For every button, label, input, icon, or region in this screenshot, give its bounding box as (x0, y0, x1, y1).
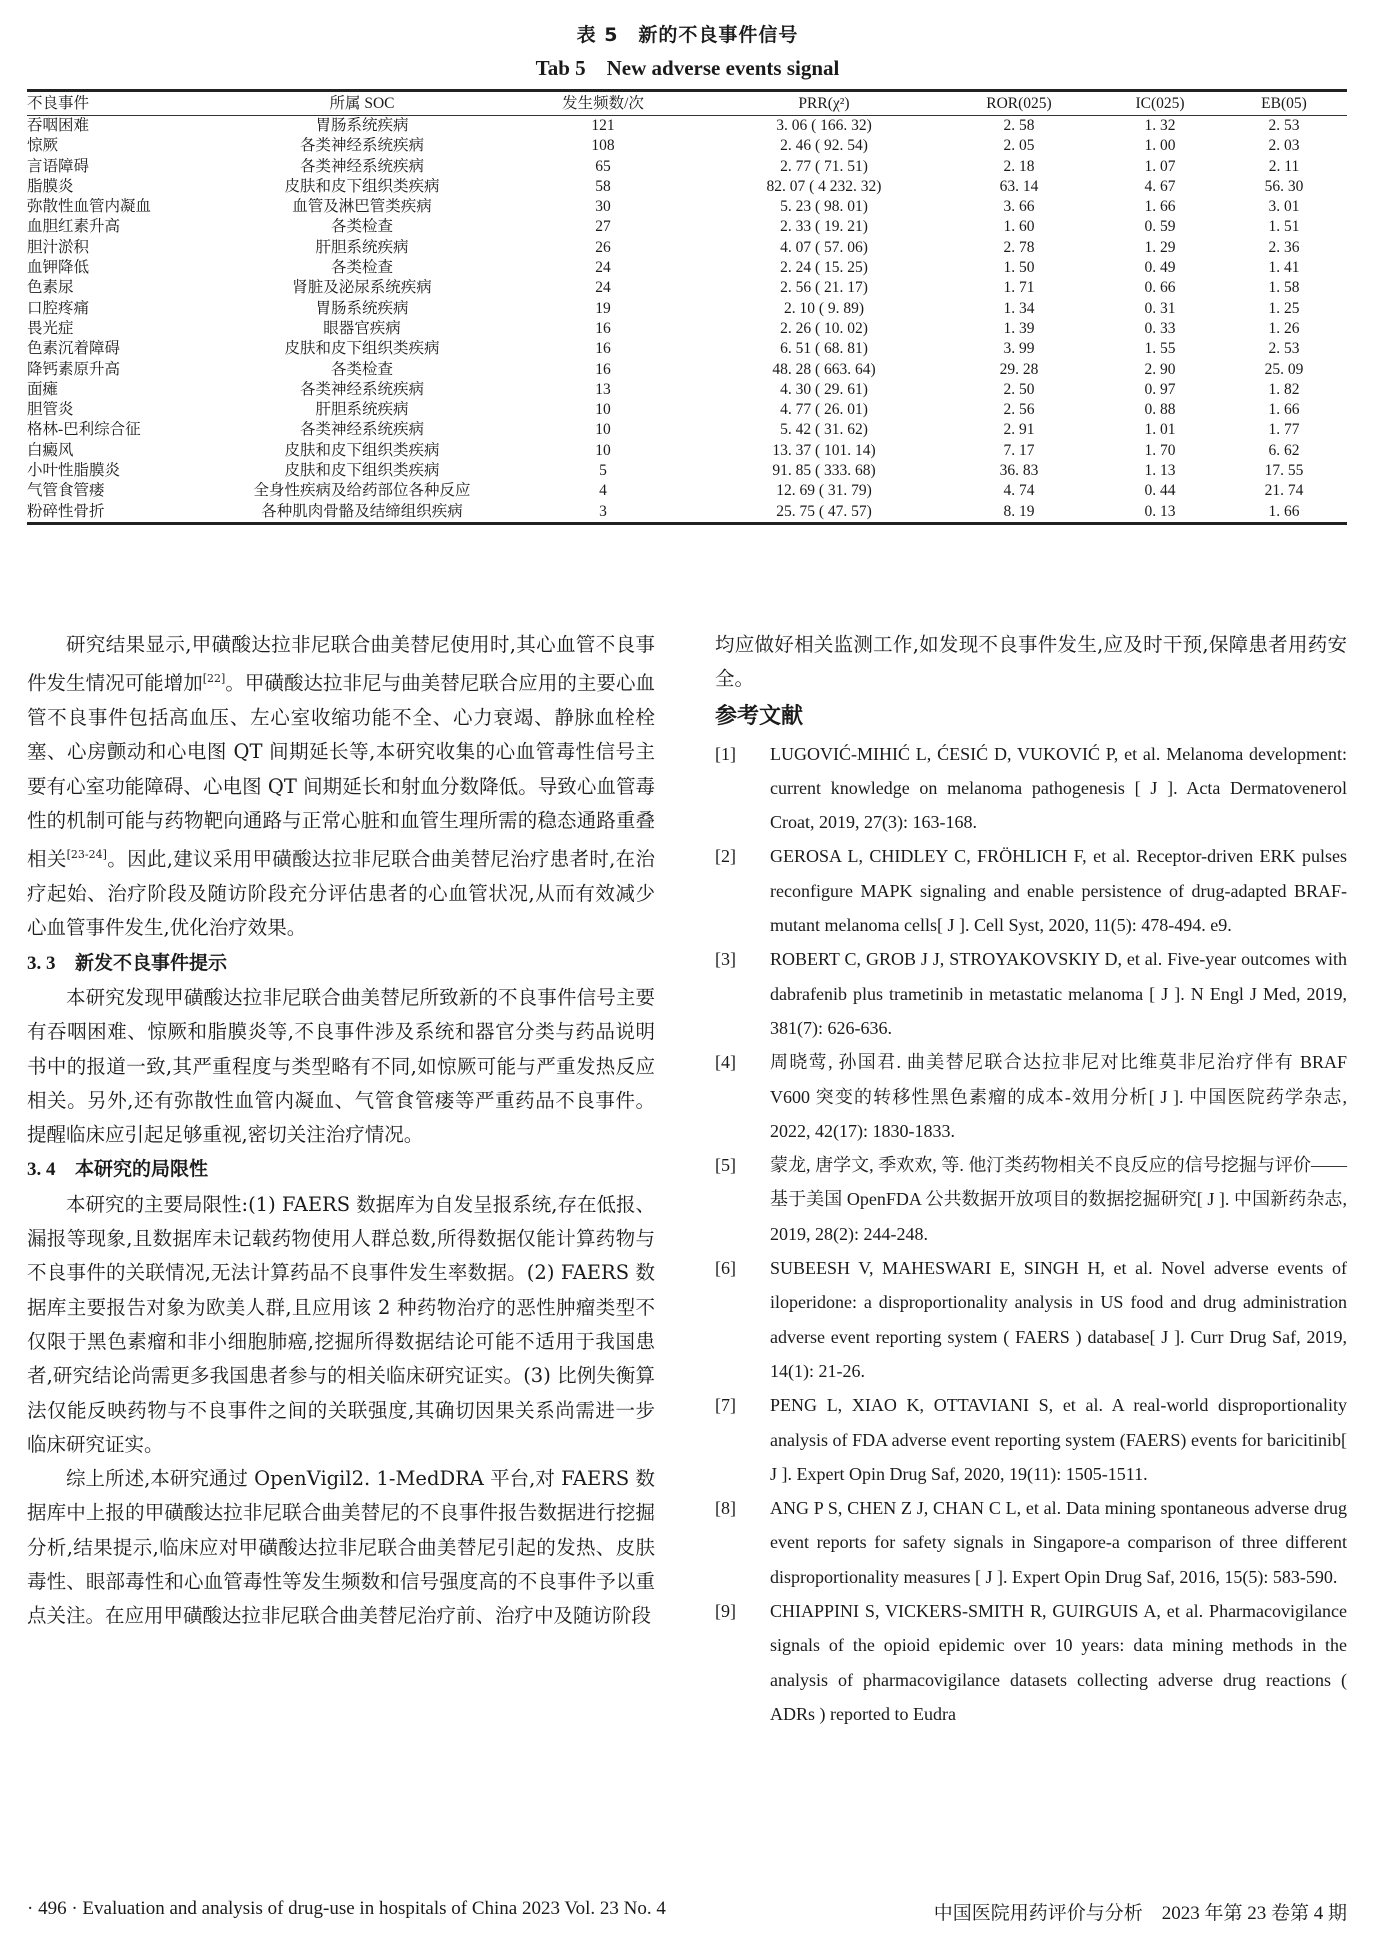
reference-text: 周晓莺, 孙国君. 曲美替尼联合达拉非尼对比维莫非尼治疗伴有 BRAF V600 突变的转移性黑色素瘤的成本-效用分析[ J ]. 中国医院药学杂志, 2022, 42(17): 1830-1833. (770, 1052, 1347, 1141)
table-cell: 2. 36 (1268, 238, 1300, 256)
table-cell: 4 (599, 482, 607, 500)
table-cell: 2. 05 (1003, 137, 1035, 155)
table-cell: 3. 66 (1003, 198, 1035, 216)
table-cell: 皮肤和皮下组织类疾病 (284, 441, 440, 459)
table-cell: 面瘫 (27, 380, 59, 398)
table-cell: 6. 51 ( 68. 81) (780, 340, 868, 358)
paragraph-conclusion-continued: 均应做好相关监测工作,如发现不良事件发生,应及时干预,保障患者用药安全。 (715, 633, 1347, 691)
table-row (27, 380, 1347, 400)
table-row (27, 400, 1347, 420)
table-cell: 粉碎性骨折 (27, 502, 105, 520)
table-cell: 2. 10 ( 9. 89) (783, 299, 865, 317)
table-cell: 65 (595, 157, 611, 175)
table-cell: 1. 32 (1144, 117, 1176, 134)
table-cell: 1. 29 (1144, 238, 1176, 256)
adverse-events-table (27, 89, 1347, 525)
page-footer (27, 1898, 1347, 1925)
table-cell: 2. 18 (1003, 157, 1035, 175)
paragraph-new-events: 本研究发现甲磺酸达拉非尼联合曲美替尼所致新的不良事件信号主要有吞咽困难、惊厥和脂膜炎等,不良事件涉及系统和器官分类与药品说明书中的报道一致,其严重程度与类型略有不同,如惊厥可能与严重发热反应相关。另外,还有弥散性血管内凝血、气管食管瘘等严重药品不良事件。提醒临床应引起足够重视,密切关注治疗情况。 (27, 985, 655, 1147)
table-cell: 56. 30 (1264, 177, 1304, 195)
table-cell: 82. 07 ( 4 232. 32) (766, 177, 882, 195)
table-cell: 10 (595, 401, 611, 419)
table-cell: 1. 71 (1003, 279, 1035, 297)
reference-number: [2] (715, 846, 736, 867)
table-cell: 0. 44 (1144, 482, 1176, 500)
table-cell: 眼器官疾病 (323, 319, 401, 337)
table-cell: 1. 41 (1268, 259, 1300, 277)
table-cell: 13 (595, 380, 611, 398)
reference-item (715, 1045, 1347, 1148)
table-cell: 121 (591, 117, 615, 134)
footer-journal-cn: 中国医院用药评价与分析 2023 年第 23 卷第 4 期 (933, 1903, 1347, 1924)
table-cell: 各类神经系统疾病 (299, 137, 424, 155)
table-cell: 弥散性血管内凝血 (27, 198, 152, 216)
reference-item (715, 839, 1347, 942)
table-cell: 0. 59 (1144, 218, 1176, 236)
table-cell: 30 (595, 198, 611, 216)
table-row (27, 339, 1347, 359)
section-title: 本研究的局限性 (75, 1158, 209, 1181)
reference-text: ANG P S, CHEN Z J, CHAN C L, et al. Data mining spontaneous adverse drug event reports for safety signals in Singapore-a comparison of three different disproportionality measures [ J ]. Expert Opin Drug Saf, 2016, 15(5): 583-590. (770, 1498, 1347, 1587)
table-cell: 1. 66 (1268, 502, 1300, 520)
table-caption-cn: 表 5 新的不良事件信号 (576, 24, 799, 46)
table-cell: 1. 60 (1003, 218, 1035, 236)
table-cell: 1. 82 (1268, 380, 1300, 398)
table-cell: 5. 23 ( 98. 01) (780, 198, 868, 216)
table-cell: 1. 34 (1003, 299, 1035, 317)
reference-number: [6] (715, 1258, 736, 1279)
table-row (27, 502, 1347, 522)
table-cell: 12. 69 ( 31. 79) (776, 482, 872, 500)
table-cell: 2. 53 (1268, 117, 1300, 134)
table-cell: 格林-巴利综合征 (27, 421, 141, 439)
table-row (27, 441, 1347, 461)
table-cell: 1. 01 (1144, 421, 1176, 439)
table-cell: 2. 33 ( 19. 21) (780, 218, 868, 236)
text-segment: 。因此,建议采用甲磺酸达拉非尼联合曲美替尼治疗患者时,在治疗起始、治疗阶段及随访阶段充分评估患者的心血管状况,从而有效减少心血管事件发生,优化治疗效果。 (27, 847, 655, 940)
table-cell: 6. 62 (1268, 441, 1300, 459)
table-cell: 各类神经系统疾病 (299, 380, 424, 398)
table-cell: 各类检查 (330, 360, 393, 378)
table-row (27, 481, 1347, 501)
table-cell: 0. 49 (1144, 259, 1176, 277)
table-cell: 2. 11 (1268, 157, 1300, 175)
table-cell: 小叶性脂膜炎 (27, 462, 121, 480)
table-cell: 2. 58 (1003, 117, 1035, 134)
table-cell: 10 (595, 421, 611, 439)
header-ror: ROR(025) (986, 95, 1052, 112)
table-cell: 3. 01 (1268, 198, 1300, 216)
table-cell: 58 (595, 177, 611, 195)
table-cell: 0. 66 (1144, 279, 1176, 297)
table-row (27, 217, 1347, 237)
table-row (27, 177, 1347, 197)
table-cell: 脂膜炎 (27, 177, 74, 195)
table-cell: 24 (595, 259, 611, 277)
paragraph-cardiovascular (27, 628, 655, 946)
table-cell: 惊厥 (27, 137, 59, 155)
table-cell: 各类检查 (330, 218, 393, 236)
table-cell: 2. 26 ( 10. 02) (780, 319, 868, 337)
table-cell: 3. 99 (1003, 340, 1035, 358)
table-cell: 16 (595, 340, 611, 358)
table-cell: 5. 42 ( 31. 62) (780, 421, 868, 439)
reference-text: LUGOVIĆ-MIHIĆ L, ĆESIĆ D, VUKOVIĆ P, et al. Melanoma development: current knowledge on melanoma pathogenesis [ J ]. Acta Dermatovenerol Croat, 2019, 27(3): 163-168. (770, 743, 1347, 833)
reference-number: [8] (715, 1498, 736, 1519)
table-cell: 4. 67 (1144, 177, 1176, 195)
table-cell: 24 (595, 279, 611, 297)
table-cell: 胆管炎 (27, 401, 74, 419)
table-cell: 1. 50 (1003, 259, 1035, 277)
section-heading-3-4 (27, 1152, 655, 1187)
table-cell: 3. 06 ( 166. 32) (776, 117, 872, 134)
table-cell: 2. 53 (1268, 340, 1300, 358)
table-cell: 白癜风 (27, 441, 74, 459)
reference-text: ROBERT C, GROB J J, STROYAKOVSKIY D, et al. Five-year outcomes with dabrafenib plus trametinib in metastatic melanoma [ J ]. N Engl J Med, 2019, 381(7): 626-636. (770, 949, 1347, 1038)
table-cell: 吞咽困难 (27, 117, 90, 134)
table-cell: 4. 77 ( 26. 01) (780, 401, 868, 419)
table-cell: 皮肤和皮下组织类疾病 (284, 177, 440, 195)
reference-item (715, 942, 1347, 1045)
table-cell: 26 (595, 238, 611, 256)
table-cell: 2. 56 ( 21. 17) (780, 279, 868, 297)
reference-item (715, 737, 1347, 840)
table-row (27, 157, 1347, 177)
table-body (27, 116, 1347, 522)
citation-23-24: [23-24] (66, 848, 107, 862)
reference-item (715, 1388, 1347, 1491)
table-cell: 1. 70 (1144, 441, 1176, 459)
reference-text: CHIAPPINI S, VICKERS-SMITH R, GUIRGUIS A, et al. Pharmacovigilance signals of the opioid epidemic over 10 years: data mining methods in the analysis of pharmacovigilance datasets collecting adverse drug reactions ( ADRs ) reported to Eudra (770, 1601, 1347, 1724)
header-eb: EB(05) (1261, 95, 1307, 112)
header-adverse-event: 不良事件 (27, 95, 90, 112)
table-cell: 血胆红素升高 (27, 218, 121, 236)
section-number: 3. 3 (27, 952, 56, 974)
reference-item (715, 1251, 1347, 1388)
table-cell: 21. 74 (1264, 482, 1304, 500)
table-cell: 各类检查 (330, 259, 393, 277)
reference-number: [4] (715, 1052, 736, 1073)
table-cell: 各类神经系统疾病 (299, 421, 424, 439)
table-cell: 1. 25 (1268, 299, 1300, 317)
table-cell: 63. 14 (999, 177, 1039, 195)
table-cell: 口腔疼痛 (27, 299, 90, 317)
header-frequency: 发生频数/次 (562, 95, 644, 112)
table-cell: 各类神经系统疾病 (299, 157, 424, 175)
table-cell: 血钾降低 (27, 259, 90, 277)
table-caption-en: Tab 5 New adverse events signal (535, 56, 840, 80)
table-cell: 畏光症 (27, 319, 74, 337)
citation-22: [22] (202, 672, 226, 686)
table-cell: 2. 24 ( 15. 25) (780, 259, 868, 277)
table-cell: 1. 55 (1144, 340, 1176, 358)
reference-item (715, 1491, 1347, 1594)
reference-number: [7] (715, 1395, 736, 1416)
reference-list (715, 737, 1347, 1732)
table-cell: 1. 00 (1144, 137, 1176, 155)
table-row (27, 258, 1347, 278)
table-cell: 1. 26 (1268, 319, 1300, 337)
table-cell: 16 (595, 319, 611, 337)
table-cell: 25. 09 (1264, 360, 1304, 378)
table-cell: 各种肌肉骨骼及结缔组织疾病 (261, 502, 463, 520)
table-cell: 91. 85 ( 333. 68) (772, 462, 876, 480)
table-cell: 血管及淋巴管类疾病 (292, 198, 432, 216)
section-heading-3-3 (27, 946, 655, 981)
section-title: 新发不良事件提示 (75, 951, 228, 974)
table-cell: 0. 13 (1144, 502, 1176, 520)
text-segment: 研究结果显示,甲磺酸达拉非尼联合曲美替尼使用时,其心血管不良事件发生情况可能增加 (27, 633, 655, 695)
reference-number: [9] (715, 1601, 736, 1622)
table-cell: 1. 66 (1144, 198, 1176, 216)
reference-text: PENG L, XIAO K, OTTAVIANI S, et al. A real-world disproportionality analysis of FDA adverse event reporting system (FAERS) events for baricitinib[ J ]. Expert Opin Drug Saf, 2020, 19(11): 1505-1511. (770, 1395, 1347, 1484)
table-row (27, 360, 1347, 380)
table-cell: 2. 78 (1003, 238, 1035, 256)
table-cell: 13. 37 ( 101. 14) (772, 441, 876, 459)
table-cell: 0. 33 (1144, 319, 1176, 337)
reference-text: SUBEESH V, MAHESWARI E, SINGH H, et al. Novel adverse events of iloperidone: a disproportionality analysis in US food and drug administration adverse event reporting system ( FAERS ) database[ J ]. Curr Drug Saf, 2019, 14(1): 21-26. (770, 1258, 1347, 1381)
table-cell: 2. 50 (1003, 380, 1035, 398)
table-cell: 胆汁淤积 (27, 238, 90, 256)
table-cell: 0. 97 (1144, 380, 1176, 398)
table-cell: 4. 30 ( 29. 61) (780, 380, 868, 398)
table-cell: 1. 13 (1144, 462, 1176, 480)
table-cell: 2. 90 (1144, 360, 1176, 378)
table-row (27, 461, 1347, 481)
table-row (27, 136, 1347, 156)
right-text-column (715, 628, 1347, 1731)
table-row (27, 420, 1347, 440)
table-cell: 2. 46 ( 92. 54) (780, 137, 868, 155)
table-cell: 1. 77 (1268, 421, 1300, 439)
table-cell: 2. 56 (1003, 401, 1035, 419)
table-cell: 皮肤和皮下组织类疾病 (284, 462, 440, 480)
table-cell: 气管食管瘘 (27, 482, 105, 500)
reference-text: GEROSA L, CHIDLEY C, FRÖHLICH F, et al. Receptor-driven ERK pulses reconfigure MAPK signaling and enable persistence of drug-adapted BRAF-mutant melanoma cells[ J ]. Cell Syst, 2020, 11(5): 478-494. e9. (770, 846, 1347, 936)
table-cell: 29. 28 (999, 360, 1039, 378)
table-cell: 1. 58 (1268, 279, 1300, 297)
table-cell: 17. 55 (1264, 462, 1304, 480)
table-cell: 2. 77 ( 71. 51) (780, 157, 868, 175)
table-cell: 皮肤和皮下组织类疾病 (284, 340, 440, 358)
table-cell: 胃肠系统疾病 (315, 299, 409, 317)
table-cell: 胃肠系统疾病 (315, 117, 409, 134)
reference-number: [5] (715, 1155, 736, 1176)
table-cell: 色素沉着障碍 (27, 340, 121, 358)
table-cell: 2. 03 (1268, 137, 1300, 155)
table-cell: 4. 07 ( 57. 06) (780, 238, 868, 256)
header-soc: 所属 SOC (329, 95, 395, 112)
table-row (27, 278, 1347, 298)
table-cell: 肾脏及泌尿系统疾病 (292, 279, 432, 297)
table-cell: 10 (595, 441, 611, 459)
table-cell: 降钙素原升高 (27, 360, 121, 378)
reference-text: 蒙龙, 唐学文, 季欢欢, 等. 他汀类药物相关不良反应的信号挖掘与评价——基于美国 OpenFDA 公共数据开放项目的数据挖掘研究[ J ]. 中国新药杂志, 2019, 28(2): 244-248. (770, 1155, 1347, 1244)
table-cell: 色素尿 (27, 279, 74, 297)
table-header-row (27, 92, 1347, 116)
paragraph-conclusion: 综上所述,本研究通过 OpenVigil2. 1-MedDRA 平台,对 FAERS 数据库中上报的甲磺酸达拉非尼联合曲美替尼的不良事件报告数据进行挖掘分析,结果提示,临床应对甲磺酸达拉非尼联合曲美替尼引起的发热、皮肤毒性、眼部毒性和心血管毒性等发生频数和信号强度高的不良事件予以重点关注。在应用甲磺酸达拉非尼联合曲美替尼治疗前、治疗中及随访阶段 (27, 1467, 655, 1628)
table-cell: 全身性疾病及给药部位各种反应 (253, 482, 471, 500)
table-cell: 108 (591, 137, 615, 155)
table-cell: 48. 28 ( 663. 64) (772, 360, 876, 378)
text-segment: 。甲磺酸达拉非尼与曲美替尼联合应用的主要心血管不良事件包括高血压、左心室收缩功能不全、心力衰竭、静脉血栓栓塞、心房颤动和心电图 QT 间期延长等,本研究收集的心血管毒性信号主要有心室功能障碍、心电图 QT 间期延长和射血分数降低。导致心血管毒性的机制可能与药物靶向通路与正常心脏和血管生理所需的稳态通路重叠相关 (27, 671, 655, 871)
table-row (27, 299, 1347, 319)
table-cell: 8. 19 (1003, 502, 1035, 520)
table-cell: 1. 66 (1268, 401, 1300, 419)
table-cell: 19 (595, 299, 611, 317)
left-text-column (27, 628, 655, 1634)
table-cell: 3 (599, 502, 607, 520)
table-cell: 0. 31 (1144, 299, 1176, 317)
table-cell: 0. 88 (1144, 401, 1176, 419)
footer-journal-en: · 496 · Evaluation and analysis of drug-use in hospitals of China 2023 Vol. 23 No. 4 (27, 1898, 666, 1919)
table-cell: 言语障碍 (27, 157, 90, 175)
table-row (27, 116, 1347, 136)
table-cell: 4. 74 (1003, 482, 1035, 500)
table-cell: 36. 83 (999, 462, 1039, 480)
table-row (27, 197, 1347, 217)
table-cell: 7. 17 (1003, 441, 1035, 459)
table-cell: 1. 51 (1268, 218, 1300, 236)
table-cell: 16 (595, 360, 611, 378)
table-row (27, 238, 1347, 258)
table-cell: 1. 07 (1144, 157, 1176, 175)
table-cell: 27 (595, 218, 611, 236)
reference-item (715, 1594, 1347, 1731)
table-cell: 25. 75 ( 47. 57) (776, 502, 872, 520)
section-number: 3. 4 (27, 1159, 56, 1181)
reference-number: [3] (715, 949, 736, 970)
paragraph-limitations: 本研究的主要局限性:(1) FAERS 数据库为自发呈报系统,存在低报、漏报等现象,且数据库未记载药物使用人群总数,所得数据仅能计算药物与不良事件的关联情况,无法计算药品不良事件发生率数据。(2) FAERS 数据库主要报告对象为欧美人群,且应用该 2 种药物治疗的恶性肿瘤类型不仅限于黑色素瘤和非小细胞肺癌,挖掘所得数据结论可能不适用于我国患者,研究结论尚需更多我国患者参与的相关临床研究证实。(3) 比例失衡算法仅能反映药物与不良事件之间的关联强度,其确切因果关系尚需进一步临床研究证实。 (27, 1192, 655, 1456)
table-cell: 2. 91 (1003, 421, 1035, 439)
table-cell: 1. 39 (1003, 319, 1035, 337)
reference-number: [1] (715, 743, 736, 764)
header-ic: IC(025) (1135, 95, 1185, 112)
reference-item (715, 1148, 1347, 1251)
table-cell: 肝胆系统疾病 (315, 238, 409, 256)
table-cell: 肝胆系统疾病 (315, 401, 409, 419)
table-row (27, 319, 1347, 339)
table-cell: 5 (599, 462, 607, 480)
header-prr: PRR(χ²) (798, 95, 850, 112)
references-heading: 参考文献 (715, 703, 804, 729)
